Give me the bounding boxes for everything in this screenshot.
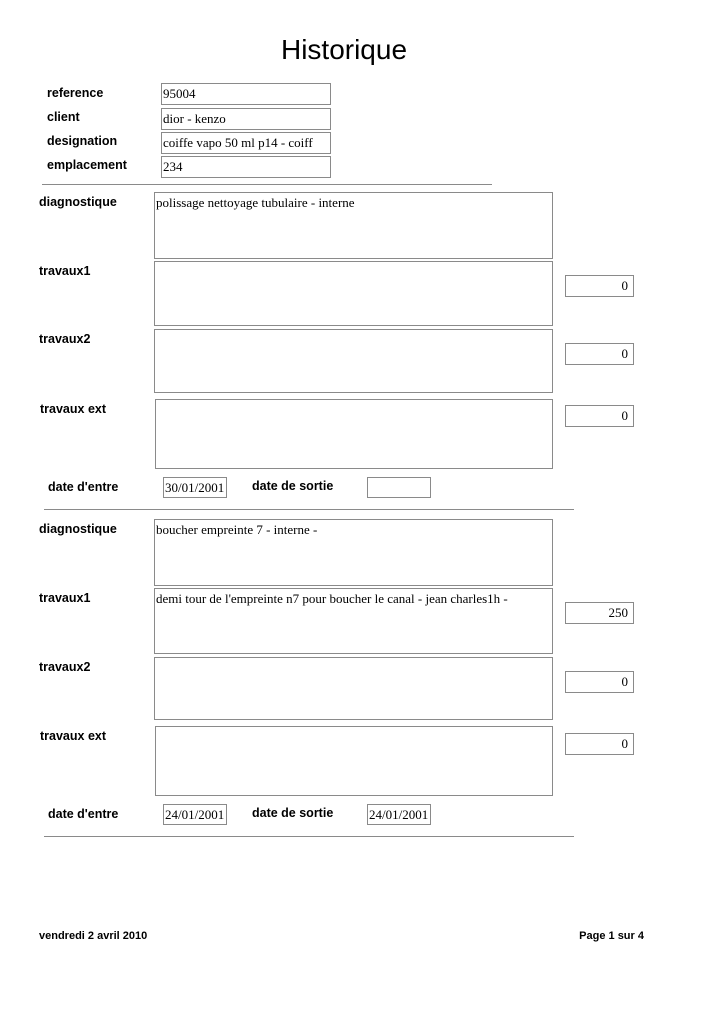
page-title: Historique bbox=[280, 34, 408, 65]
travaux1-label: travaux1 bbox=[39, 591, 91, 605]
diagnostique-field[interactable]: boucher empreinte 7 - interne - bbox=[154, 519, 553, 586]
date-entre-field[interactable]: 30/01/2001 bbox=[163, 477, 227, 498]
emplacement-field[interactable]: 234 bbox=[161, 156, 331, 178]
diagnostique-label: diagnostique bbox=[39, 195, 117, 209]
travaux-ext-label: travaux ext bbox=[40, 729, 107, 743]
designation-label: designation bbox=[47, 134, 118, 148]
record-divider bbox=[44, 509, 574, 510]
travaux2-amount[interactable]: 0 bbox=[565, 671, 634, 693]
travaux2-label: travaux2 bbox=[39, 660, 91, 674]
reference-label: reference bbox=[47, 86, 104, 100]
travaux1-amount[interactable]: 0 bbox=[565, 275, 634, 297]
reference-field[interactable]: 95004 bbox=[161, 83, 331, 105]
travaux-ext-field[interactable] bbox=[155, 726, 553, 796]
travaux1-label: travaux1 bbox=[39, 264, 91, 278]
page-number: Page 1 sur 4 bbox=[579, 930, 644, 942]
travaux-ext-amount[interactable]: 0 bbox=[565, 405, 634, 427]
emplacement-label: emplacement bbox=[47, 158, 127, 172]
travaux2-amount[interactable]: 0 bbox=[565, 343, 634, 365]
travaux1-field[interactable] bbox=[154, 261, 553, 326]
footer-date: vendredi 2 avril 2010 bbox=[39, 930, 148, 942]
date-entre-label: date d'entre bbox=[48, 480, 119, 494]
travaux2-field[interactable] bbox=[154, 329, 553, 393]
client-field[interactable]: dior - kenzo bbox=[161, 108, 331, 130]
travaux2-label: travaux2 bbox=[39, 332, 91, 346]
travaux-ext-label: travaux ext bbox=[40, 402, 107, 416]
client-label: client bbox=[47, 110, 80, 124]
diagnostique-label: diagnostique bbox=[39, 522, 117, 536]
date-entre-field[interactable]: 24/01/2001 bbox=[163, 804, 227, 825]
date-sortie-field[interactable] bbox=[367, 477, 431, 498]
diagnostique-field[interactable]: polissage nettoyage tubulaire - interne bbox=[154, 192, 553, 259]
travaux-ext-field[interactable] bbox=[155, 399, 553, 469]
travaux2-field[interactable] bbox=[154, 657, 553, 720]
travaux-ext-amount[interactable]: 0 bbox=[565, 733, 634, 755]
date-sortie-label: date de sortie bbox=[252, 479, 334, 493]
travaux1-amount[interactable]: 250 bbox=[565, 602, 634, 624]
header-divider bbox=[42, 184, 492, 185]
record-divider bbox=[44, 836, 574, 837]
date-sortie-field[interactable]: 24/01/2001 bbox=[367, 804, 431, 825]
designation-field[interactable]: coiffe vapo 50 ml p14 - coiff bbox=[161, 132, 331, 154]
date-entre-label: date d'entre bbox=[48, 807, 119, 821]
date-sortie-label: date de sortie bbox=[252, 806, 334, 820]
travaux1-field[interactable]: demi tour de l'empreinte n7 pour boucher le canal - jean charles1h - bbox=[154, 588, 553, 654]
